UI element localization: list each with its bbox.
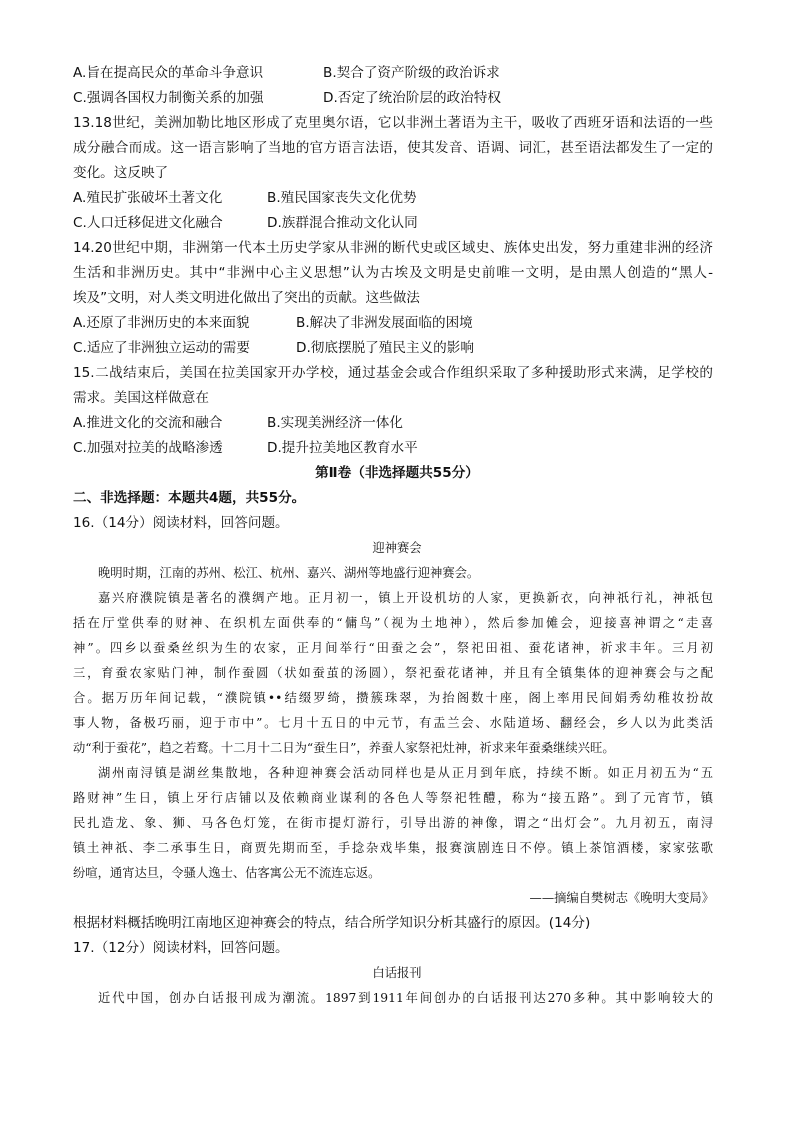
q16-paragraph-line: 动“利于蚕花”，趋之若鹜。十二月十二日为“蚕生日”，养蚕人家祭祀灶神，祈求来年蚕桑继续兴旺。: [73, 741, 615, 755]
q16-question: 根据材料概括晚明江南地区迎神赛会的特点，结合所学知识分析其盛行的原因。(14分): [73, 915, 591, 931]
q16-paragraph-line: 镇土神祇、李二承事生日，商贾先期而至，手捻杂戏毕集，报赛演剧连日不停。镇上茶馆酒楼，家家弦歌: [73, 841, 713, 855]
q15-option-d: D.提升拉美地区教育水平: [267, 440, 418, 456]
q14-stem-line: 生活和非洲历史。其中“非洲中心主义思想”认为古埃及文明是史前唯一文明，是由黑人创造的“黑人-: [73, 265, 713, 281]
q14-stem-line: 14.20世纪中期，非洲第一代本土历史学家从非洲的断代史或区域史、族体史出发，努力重建非洲的经济: [73, 240, 713, 256]
q15-stem-line: 需求。美国这样做意在: [73, 390, 209, 406]
q13-stem-line: 13.18世纪，美洲加勒比地区形成了克里奥尔语，它以非洲土著语为主干，吸收了西班牙语和法语的一些: [73, 115, 713, 131]
part2-heading: 二、非选择题：本题共4题，共55分。: [73, 490, 306, 506]
q14-option-b: B.解决了非洲发展面临的困境: [296, 315, 473, 331]
q14-option-a: A.还原了非洲历史的本来面貌: [73, 315, 250, 331]
q12-option-a: A.旨在提高民众的革命斗争意识: [73, 65, 264, 81]
q13-stem-line: 变化。这反映了: [73, 165, 169, 181]
q16-paragraph-line: 晚明时期，江南的苏州、松江、杭州、嘉兴、湖州等地盛行迎神赛会。: [98, 566, 480, 580]
q16-paragraph-line: 神”。四乡以蚕桑丝织为生的农家，正月间举行“田蚕之会”，祭祀田祖、蚕花诸神，祈求丰年。三月初: [73, 641, 713, 655]
q16-material-title: 迎神赛会: [372, 541, 422, 555]
q14-option-d: D.彻底摆脱了殖民主义的影响: [296, 340, 474, 356]
q16-paragraph-line: 括在厅堂供奉的财神、在织机左面供奉的“傭鸟”（视为土地神），然后参加傩会，迎接喜神谓之“走喜: [73, 616, 713, 630]
q15-option-c: C.加强对拉美的战略渗透: [73, 440, 223, 456]
q17-stem: 17.（12分）阅读材料，回答问题。: [73, 940, 289, 956]
q13-stem-line: 成分融合而成。这一语言影响了当地的官方语言法语，使其发音、语调、词汇，甚至语法都发生了一定的: [73, 140, 713, 156]
q16-source: ——摘编自樊树志《晚明大变局》: [529, 891, 714, 905]
q12-option-b: B.契合了资产阶级的政治诉求: [323, 65, 500, 81]
q14-option-c: C.适应了非洲独立运动的需要: [73, 340, 250, 356]
q16-paragraph-line: 民扎造龙、象、狮、马各色灯笼，在街市提灯游行，引导出游的神像，谓之“出灯会”。九月初五，南浔: [73, 816, 713, 830]
q13-option-d: D.族群混合推动文化认同: [267, 215, 418, 231]
q16-stem: 16.（14分）阅读材料，回答问题。: [73, 515, 289, 531]
q12-option-d: D.否定了统治阶层的政治特权: [323, 90, 501, 106]
q16-paragraph-line: 湖州南浔镇是湖丝集散地，各种迎神赛会活动同样也是从正月到年底，持续不断。如正月初五为“五: [98, 766, 713, 780]
q16-paragraph-line: 嘉兴府濮院镇是著名的濮绸产地。正月初一，镇上开设机坊的人家，更换新衣，向神祇行礼，神祇包: [98, 591, 713, 605]
part2-title: 第Ⅱ卷（非选择题共55分）: [315, 465, 479, 481]
q12-option-c: C.强调各国权力制衡关系的加强: [73, 90, 264, 106]
q13-option-c: C.人口迁移促进文化融合: [73, 215, 223, 231]
q16-paragraph-line: 路财神”生日，镇上牙行店铺以及依赖商业谋利的各色人等祭祀牲醴，称为“接五路”。到了元宵节，镇: [73, 791, 713, 805]
q15-option-a: A.推进文化的交流和融合: [73, 415, 223, 431]
q16-paragraph-line: 三，育蚕农家贴门神，制作蚕圆（状如蚕茧的汤圆），祭祀蚕花诸神，并且有全镇集体的迎神赛会与之配: [73, 666, 713, 680]
q16-paragraph-line: 纷喧，通宵达旦，令骚人逸士、估客寓公无不流连忘返。: [73, 866, 381, 880]
q15-option-b: B.实现美洲经济一体化: [267, 415, 403, 431]
q16-paragraph-line: 合。据万历年间记载，“濮院镇••结缀罗绮，攒簇珠翠，为抬阁数十座，阁上率用民间娟秀幼稚妆扮故: [73, 691, 713, 705]
q17-paragraph-line: 近代中国，创办白话报刊成为潮流。1897到1911年间创办的白话报刊达270多种。其中影响较大的: [98, 991, 713, 1005]
q13-option-a: A.殖民扩张破坏土著文化: [73, 190, 223, 206]
q17-material-title: 白话报刊: [372, 966, 422, 980]
q15-stem-line: 15.二战结束后，美国在拉美国家开办学校，通过基金会或合作组织采取了多种援助形式来满，足学校的: [73, 365, 713, 381]
q13-option-b: B.殖民国家丧失文化优势: [267, 190, 417, 206]
q14-stem-line: 埃及”文明，对人类文明进化做出了突出的贡献。这些做法: [73, 290, 420, 306]
q16-paragraph-line: 事人物，备极巧丽，迎于市中”。七月十五日的中元节，有盂兰会、水陆道场、翻经会，乡人以为此类活: [73, 716, 713, 730]
